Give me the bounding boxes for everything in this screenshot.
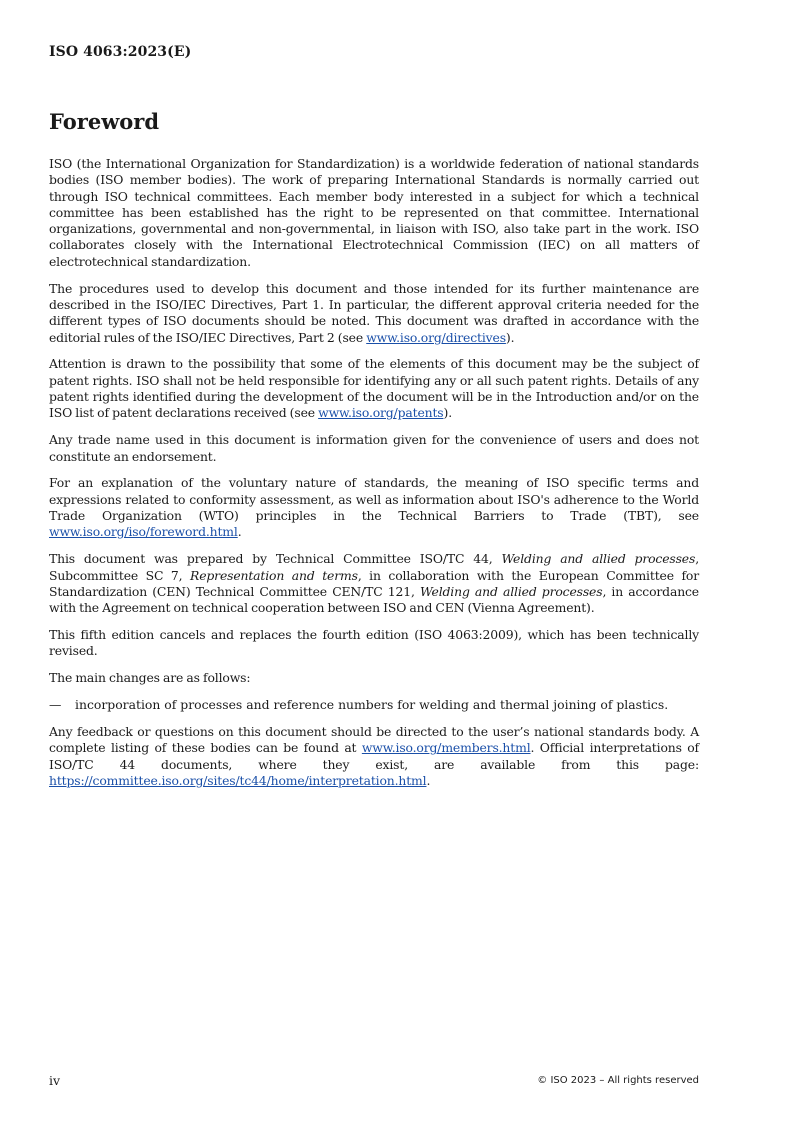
paragraph-text: . Official interpretations of ISO/TC 44 documents, where they exist, are available from this page: <box>49 740 699 772</box>
copyright-notice: © ISO 2023 – All rights reserved <box>537 1075 699 1086</box>
cen-committee-title: Welding and allied processes <box>419 583 603 599</box>
paragraph-voluntary-nature <box>49 475 699 540</box>
document-identifier: ISO 4063:2023(E) <box>49 44 192 60</box>
foreword-info-link[interactable]: www.iso.org/iso/foreword.html <box>49 524 238 540</box>
paragraph-patents <box>49 356 699 421</box>
paragraph-text: , in accordance with the Agreement on technical cooperation between ISO and CEN (Vienna Agreement). <box>49 583 699 616</box>
foreword-body <box>49 156 699 800</box>
paragraph-feedback <box>49 724 699 789</box>
paragraph-text: The procedures used to develop this document and those intended for its further maintenance are described in the ISO/IEC Directives, Part 1. In particular, the different approval criteria needed for the different types of ISO documents should be noted. This document was drafted in accordance with the editorial rules of the ISO/IEC Directives, Part 2 (see <box>49 280 699 345</box>
paragraph-text: , in collaboration with the European Committee for Standardization (CEN) Technical Committee CEN/TC 121, <box>49 567 699 599</box>
paragraph-text: For an explanation of the voluntary nature of standards, the meaning of ISO specific terms and expressions related to conformity assessment, as well as information about ISO's adherence to the World Trade Organization (WTO) principles in the Technical Barriers to Trade (TBT), see <box>49 475 699 524</box>
paragraph-prepared-by <box>49 551 699 616</box>
paragraph-text: Attention is drawn to the possibility that some of the elements of this document may be the subject of patent rights. ISO shall not be held responsible for identifying any or all such patent rights. Details of any patent rights identified during the development of the document will be in the Introduction and/or on the ISO list of patent declarations received (see <box>49 356 699 421</box>
paragraph-tail: . <box>237 524 242 540</box>
directives-link[interactable]: www.iso.org/directives <box>366 329 506 345</box>
section-title: Foreword <box>49 109 160 134</box>
patents-link[interactable]: www.iso.org/patents <box>318 405 444 421</box>
paragraph-procedures <box>49 281 699 346</box>
committee-title: Welding and allied processes <box>501 551 696 567</box>
members-link[interactable]: www.iso.org/members.html <box>361 740 531 756</box>
paragraph-text: Any feedback or questions on this document should be directed to the user’s national standards body. A complete listing of these bodies can be found at <box>49 723 699 756</box>
interpretation-link[interactable]: https://committee.iso.org/sites/tc44/home/interpretation.html <box>49 772 427 788</box>
dash-bullet: — <box>49 697 62 713</box>
paragraph-tail: ). <box>505 329 515 345</box>
paragraph-tail: . <box>426 772 431 788</box>
paragraph-text: , Subcommittee SC 7, <box>49 551 699 583</box>
list-item <box>49 697 699 713</box>
paragraph-text: This document was prepared by Technical Committee ISO/TC 44, <box>49 551 502 567</box>
paragraph-iso-intro: ISO (the International Organization for Standardization) is a worldwide federation of national standards bodies (ISO member bodies). The work of preparing International Standards is normally carried out through ISO technical committees. Each member body interested in a subject for which a technical committee has been established has the right to be represented on that committee. International organizations, governmental and non-governmental, in liaison with ISO, also take part in the work. ISO collaborates closely with the International Electrotechnical Commission (IEC) on all matters of electrotechnical standardization. <box>49 156 699 269</box>
paragraph-edition: This fifth edition cancels and replaces the fourth edition (ISO 4063:2009), which has been technically revised. <box>49 626 699 659</box>
paragraph-trade-name: Any trade name used in this document is information given for the convenience of users and does not constitute an endorsement. <box>49 432 699 464</box>
list-item-text: incorporation of processes and reference numbers for welding and thermal joining of plastics. <box>75 697 669 713</box>
subcommittee-title: Representation and terms <box>190 567 358 583</box>
paragraph-tail: ). <box>443 405 452 421</box>
page-number: iv <box>49 1073 61 1088</box>
paragraph-main-changes: The main changes are as follows: <box>49 670 251 686</box>
